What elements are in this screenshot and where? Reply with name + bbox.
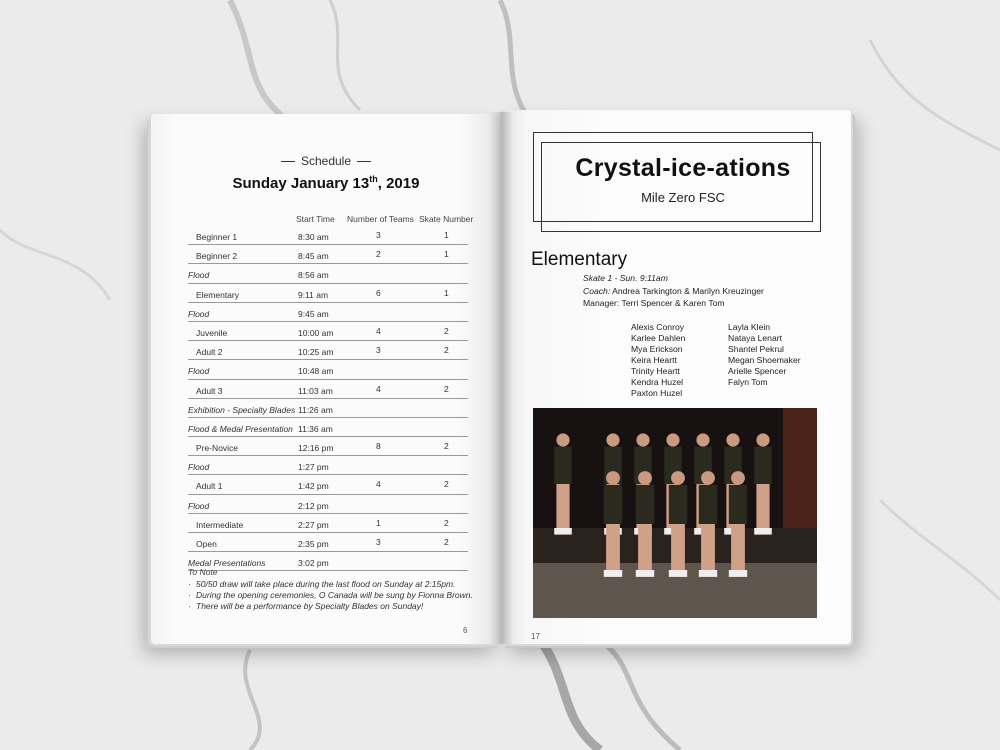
left-page [151, 114, 501, 644]
table-row [188, 341, 468, 360]
right-page [501, 110, 851, 644]
page-number: 6 [463, 626, 468, 635]
spine-shadow [489, 112, 513, 644]
row-teams: 4 [376, 479, 381, 490]
row-time: 8:45 am [298, 251, 329, 262]
team-info [583, 272, 764, 310]
page-number: 17 [531, 632, 540, 641]
table-row [188, 475, 468, 494]
row-skate-number: 1 [444, 287, 449, 298]
skater-figure [604, 471, 622, 577]
table-row [188, 360, 468, 379]
skater-name: Keira Heartt [631, 355, 677, 365]
row-label: Juvenile [196, 327, 228, 338]
skater-figure [754, 433, 772, 534]
table-row [188, 552, 468, 571]
team-photo-image [533, 408, 817, 618]
row-time: 10:25 am [298, 347, 334, 358]
row-skate-number: 1 [444, 230, 449, 240]
table-row [188, 456, 468, 475]
table-row [188, 284, 468, 303]
row-time: 3:02 pm [298, 558, 329, 569]
table-row [188, 495, 468, 514]
row-time: 10:00 am [298, 327, 334, 338]
row-time: 2:35 pm [298, 539, 329, 549]
row-time: 11:36 am [298, 423, 333, 434]
row-label: Flood [188, 500, 210, 511]
row-teams: 6 [376, 287, 381, 298]
row-time: 8:30 am [298, 232, 329, 242]
program-subtitle: Mile Zero FSC [641, 190, 725, 205]
row-teams: 3 [376, 537, 381, 547]
row-time: 10:48 am [298, 366, 334, 377]
row-label: Medal Presentations [188, 558, 266, 569]
table-row [188, 418, 468, 437]
skate-line: Skate 1 - Sun. 9:11am [583, 273, 668, 283]
note-title: To Note [188, 567, 218, 577]
skater-name: Kendra Huzel [631, 377, 684, 387]
row-time: 9:45 am [298, 308, 329, 319]
note-item: · 50/50 draw will take place during the last flood on Sunday at 2:15pm. [188, 579, 456, 589]
skater-name: Shantel Pekrul [728, 344, 784, 354]
row-skate-number: 2 [444, 325, 449, 336]
note-item: · During the opening ceremonies, O Canada will be sung by Fionna Brown. [188, 590, 473, 600]
row-teams: 1 [376, 517, 381, 528]
skater-figure [669, 471, 687, 577]
skater-name: Karlee Dahlen [631, 333, 686, 343]
manager-line: Manager: Terri Spencer & Karen Tom [583, 298, 725, 308]
skater-name: Trinity Heartt [631, 366, 680, 376]
table-row [188, 264, 468, 283]
row-skate-number: 1 [444, 249, 449, 260]
skater-figure [554, 433, 572, 534]
row-time: 1:42 pm [298, 481, 329, 492]
skater-name: Paxton Huzel [631, 388, 683, 398]
row-time: 11:26 am [298, 404, 333, 415]
skater-name: Falyn Tom [728, 377, 768, 387]
skater-name: Layla Klein [728, 322, 771, 332]
program-title: Crystal-ice-ations [575, 154, 791, 182]
skater-name: Mya Erickson [631, 344, 683, 354]
row-teams: 3 [376, 230, 381, 240]
table-row [188, 399, 468, 418]
column-header-skate: Skate Number [419, 214, 474, 224]
skater-name: Nataya Lenart [728, 333, 782, 343]
row-teams: 4 [376, 383, 381, 394]
table-row [188, 245, 468, 264]
team-photo [533, 408, 817, 618]
table-row [188, 380, 468, 399]
table-row [188, 533, 468, 552]
table-row [188, 514, 468, 533]
column-header-teams: Number of Teams [347, 214, 414, 224]
coach-line: Coach: Andrea Tarkington & Marilyn Kreuzinger [583, 285, 764, 296]
note-item: · There will be a performance by Specialty Blades on Sunday! [188, 601, 424, 611]
row-time: 2:27 pm [298, 519, 329, 530]
row-label: Flood [188, 366, 210, 377]
open-booklet [145, 108, 857, 650]
row-label: Exhibition - Specialty Blades [188, 404, 296, 415]
row-skate-number: 2 [444, 441, 449, 452]
row-skate-number: 2 [444, 537, 449, 547]
row-time: 11:03 am [298, 385, 333, 396]
row-label: Adult 2 [196, 347, 223, 358]
table-row [188, 226, 468, 245]
row-time: 1:27 pm [298, 462, 329, 473]
row-time: 12:16 pm [298, 443, 334, 454]
schedule-date: Sunday January 13th, 2019 [232, 174, 420, 192]
row-skate-number: 2 [444, 345, 449, 356]
table-row [188, 303, 468, 322]
schedule-table [188, 226, 468, 571]
row-label: Flood [188, 270, 210, 281]
skater-names-col2 [728, 322, 801, 388]
row-label: Flood & Medal Presentation [188, 423, 293, 434]
row-label: Beginner 1 [196, 232, 238, 242]
row-label: Adult 1 [196, 481, 223, 492]
section-heading: Elementary [531, 249, 628, 270]
skater-figure [636, 471, 654, 577]
row-teams: 4 [376, 325, 381, 336]
column-header-start-time: Start Time [296, 214, 335, 224]
row-label: Pre-Novice [196, 443, 239, 454]
skater-name: Alexis Conroy [631, 322, 685, 332]
skater-figure [699, 471, 717, 577]
table-row [188, 322, 468, 341]
table-row [188, 437, 468, 456]
row-label: Flood [188, 462, 210, 473]
skater-name: Arielle Spencer [728, 366, 787, 376]
row-skate-number: 2 [444, 383, 449, 394]
skater-names-col1 [631, 322, 685, 399]
row-teams: 2 [376, 249, 381, 260]
skater-name: Megan Shoemaker [728, 355, 801, 365]
row-label: Flood [188, 308, 210, 319]
notes-list [188, 579, 478, 612]
row-time: 9:11 am [298, 289, 329, 300]
row-label: Beginner 2 [196, 251, 238, 262]
row-teams: 3 [376, 345, 381, 356]
skater-figure [729, 471, 747, 577]
row-label: Adult 3 [196, 385, 223, 396]
row-label: Elementary [196, 289, 239, 300]
row-label: Open [196, 539, 217, 549]
row-skate-number: 2 [444, 479, 449, 490]
row-time: 8:56 am [298, 270, 329, 281]
row-skate-number: 2 [444, 517, 449, 528]
row-label: Intermediate [196, 519, 244, 530]
row-time: 2:12 pm [298, 500, 329, 511]
row-teams: 8 [376, 441, 381, 452]
schedule-heading: Schedule [151, 154, 501, 168]
